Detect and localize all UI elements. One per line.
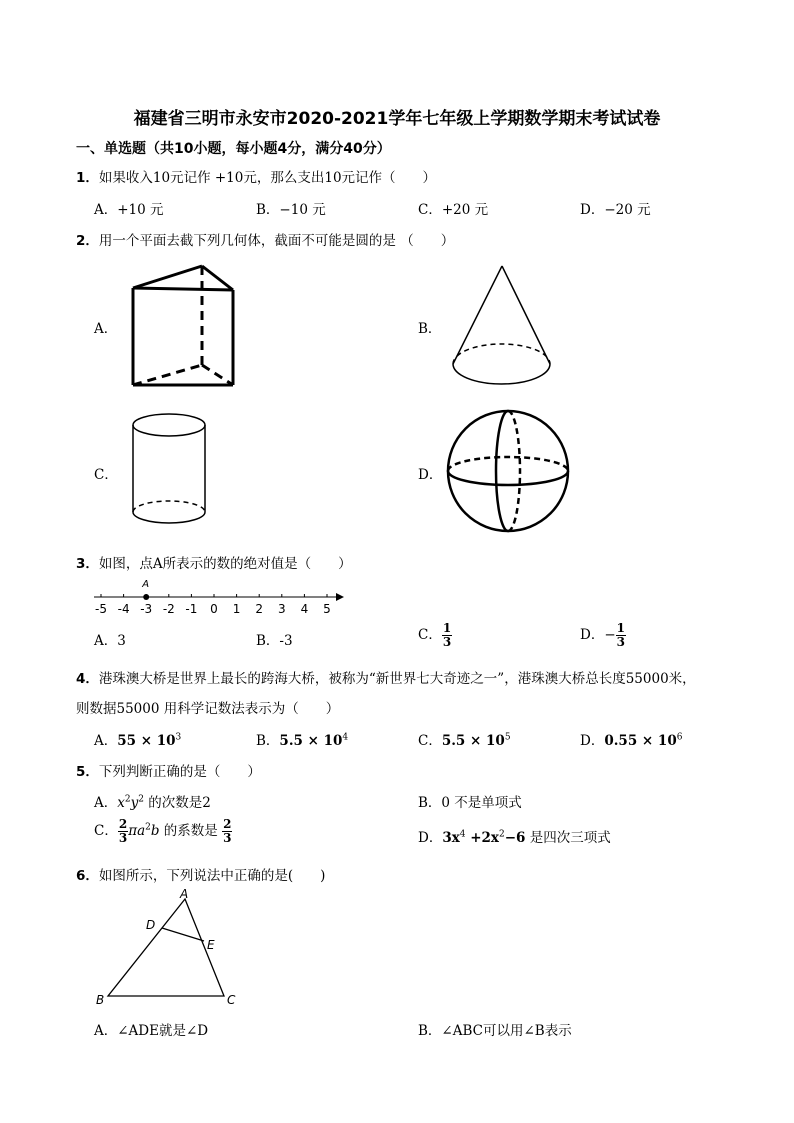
question-number: 1．	[76, 170, 99, 186]
q6-option-a: A．∠ADE就是∠D	[94, 1023, 209, 1039]
vertex-b: B	[96, 993, 105, 1007]
q3-option-b: B．-3	[256, 633, 293, 649]
option-label: D．−	[580, 627, 616, 643]
q4-option-c: C．$5.5 \times 10^5$	[418, 732, 511, 749]
vertex-c: C	[227, 993, 236, 1007]
q2-option-b-label: B．	[418, 321, 442, 337]
vertex-d: D	[146, 918, 156, 932]
question-number: 6．	[76, 868, 99, 884]
q2-option-a-label: A．	[94, 321, 118, 337]
q1-option-c: C．+20 元	[418, 202, 489, 218]
tick-label: 0	[210, 602, 218, 616]
q5-option-d: D．$3x^4 +2x^2-6$ 是四次三项式	[418, 829, 611, 846]
tick-label: 4	[300, 602, 309, 616]
page-title: 福建省三明市永安市2020-2021学年七年级上学期数学期末考试试卷	[133, 109, 661, 129]
question-number: 5．	[76, 764, 99, 780]
q6-option-b: B．∠ABC可以用∠B表示	[418, 1023, 572, 1039]
fraction-denominator: 3	[616, 635, 625, 649]
question-stem-line-1: 港珠澳大桥是世界上最长的跨海大桥，被称为“新世界七大奇迹之一”，港珠澳大桥总长度55000米，	[98, 671, 696, 687]
question-stem: 如图，点A所表示的数的绝对值是（ ）	[98, 556, 352, 572]
vertex-a: A	[180, 887, 189, 901]
question-number: 3．	[76, 556, 99, 572]
tick-label: -3	[140, 602, 153, 616]
tick-label: 2	[255, 602, 264, 616]
q1-option-a: A．+10 元	[94, 202, 164, 218]
point-a-label: A	[142, 579, 150, 590]
q5-option-c: C． $\frac{2}{3}$ $\pi a^2b$ 的系数是 $\frac{2}{3}$	[94, 817, 232, 845]
q1-option-b: B．−10 元	[256, 202, 326, 218]
tick-label: -2	[162, 602, 175, 616]
q3-option-a: A．3	[94, 633, 126, 649]
q4-option-a: A．$55 \times 10^3$	[94, 732, 182, 749]
question-stem: 下列判断正确的是（ ）	[98, 764, 261, 780]
tick-label: -4	[117, 602, 130, 616]
question-stem: 如果收入10元记作 +10元，那么支出10元记作（ ）	[98, 170, 437, 186]
question-number: 4．	[76, 671, 99, 687]
tick-label: -5	[95, 602, 107, 616]
tick-label: 5	[323, 602, 331, 616]
q4-option-d: D．$0.55 \times 10^6$	[580, 732, 683, 749]
question-stem: 如图所示，下列说法中正确的是( )	[98, 868, 326, 884]
q5-option-a: A．$x^2y^2$ 的次数是2	[94, 794, 211, 811]
option-label: C．	[418, 627, 442, 643]
fraction-denominator: 3	[442, 635, 452, 649]
fraction-numerator: 1	[616, 621, 625, 635]
question-stem: 用一个平面去截下列几何体，截面不可能是圆的是 （ ）	[98, 233, 455, 249]
question-4-line-2: 则数据55000 用科学记数法表示为（ ）	[76, 701, 340, 717]
vertex-e: E	[207, 938, 215, 952]
question-number: 2．	[76, 233, 99, 249]
q2-option-d-label: D．	[418, 467, 443, 483]
q1-option-d: D．−20 元	[580, 202, 651, 218]
fraction-numerator: 1	[442, 621, 452, 635]
q2-option-c-label: C．	[94, 467, 118, 483]
tick-label: 3	[277, 602, 286, 616]
q5-option-b: B．0 不是单项式	[418, 795, 522, 811]
section-heading: 一、单选题（共10小题，每小题4分，满分40分）	[76, 141, 391, 157]
q4-option-b: B．$5.5 \times 10^4$	[256, 732, 349, 749]
tick-label: 1	[232, 602, 241, 616]
tick-label: -1	[185, 602, 198, 616]
